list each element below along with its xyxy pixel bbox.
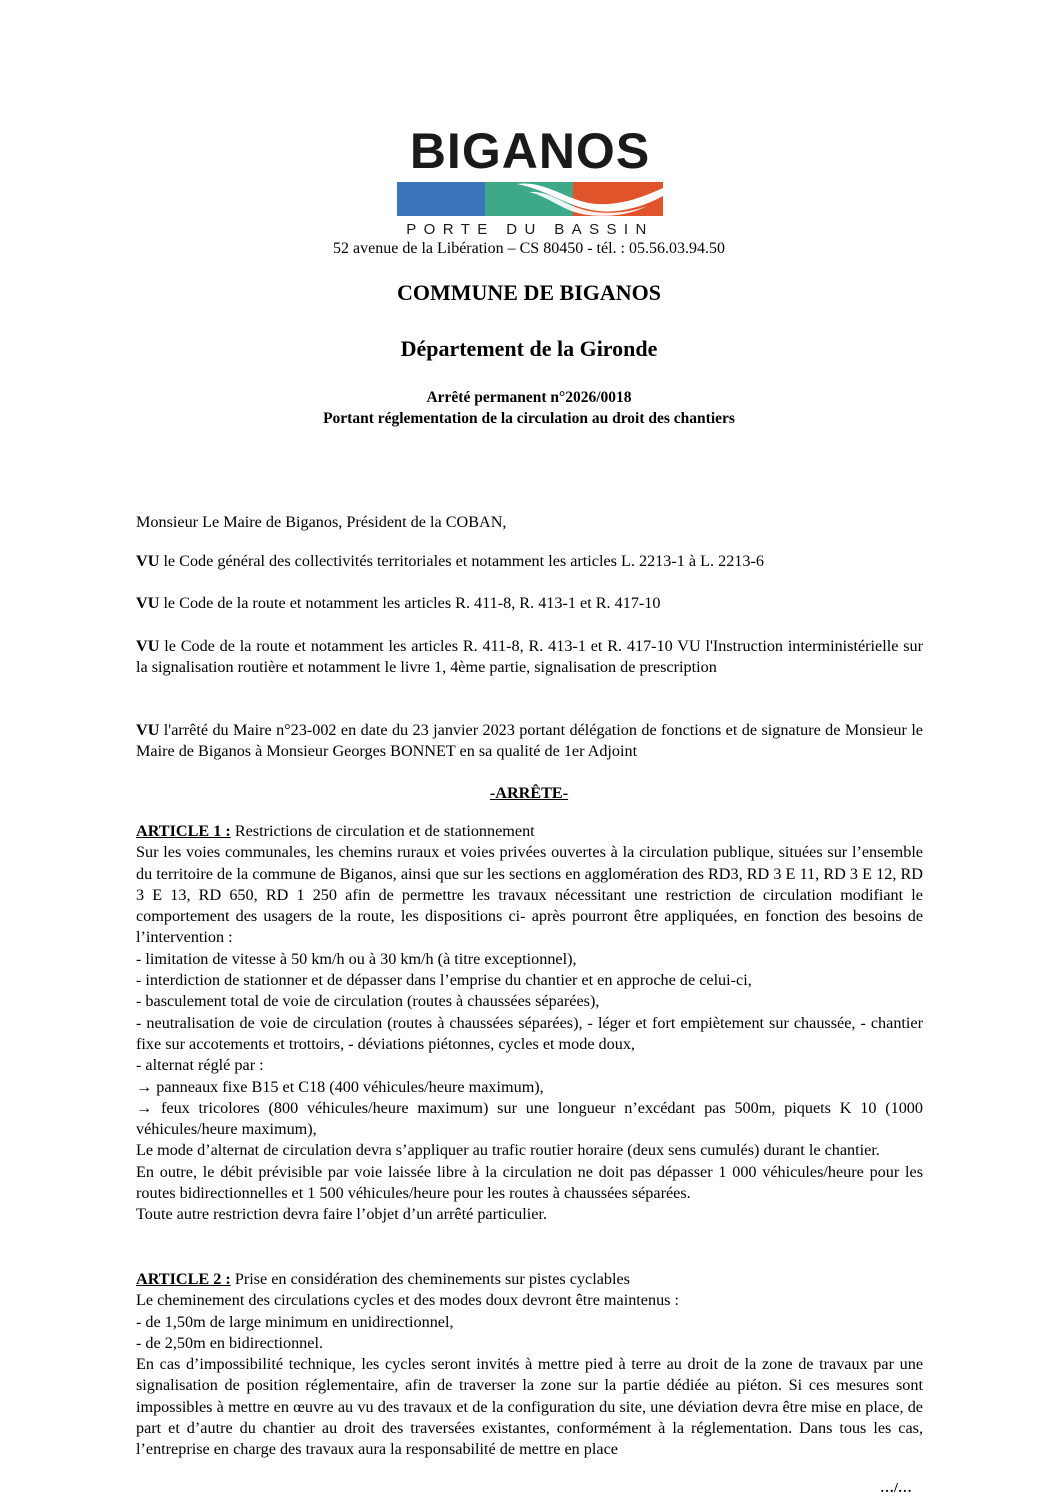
article-1 [136,821,923,1226]
biganos-logo [395,123,665,240]
article-1-line: - limitation de vitesse à 50 km/h ou à 30 km/h (à titre exceptionnel), [136,949,577,968]
article-1-line: Sur les voies communales, les chemins ruraux et voies privées ouvertes à la circulation publique, situées sur l’ensemble du territoire de la commune de Biganos, ainsi que sur les sections en agglomération des RD3, RD 3 E 11, RD 3 E 12, RD 3 E 13, RD 650, RD 1 250 afin de permettre les travaux nécessitant une restriction de circulation modifiant le comportement des usagers de la route, les dispositions ci- après pourront être appliquées, en fonction des besoins de l’intervention : [136,843,923,947]
article-2-line: En cas d’impossibilité technique, les cycles seront invités à mettre pied à terre au droit de la zone de travaux par une signalisation de position réglementaire, afin de traverser la zone sur la partie dédiée au piéton. Si ces mesures sont impossibles à mettre en œuvre au vu des travaux et de la configuration du site, une déviation devra être mise en place, de part et d’autre du chantier au droit des traversées existantes, conformément à la réglementation. Dans tous les cas, l’entreprise en charge des travaux aura la responsabilité de mettre en place [136,1355,923,1459]
article-2-title: ARTICLE 2 : Prise en considération des cheminements sur pistes cyclables [136,1270,630,1288]
article-1-line: En outre, le débit prévisible par voie laissée libre à la circulation ne doit pas dépasser 1 000 véhicules/heure pour les routes bidirectionnelles et 1 500 véhicules/heure pour les routes à chaussées séparées. [136,1162,923,1203]
vu-paragraph-2: VU le Code de la route et notamment les articles R. 411-8, R. 413-1 et R. 417-10 [136,594,661,612]
article-1-line: Toute autre restriction devra faire l’objet d’un arrêté particulier. [136,1205,548,1224]
article-1-line: → feux tricolores (800 véhicules/heure maximum) sur une longueur n’excédant pas 500m, piquets K 10 (1000 véhicules/heure maximum), [136,1098,923,1139]
article-1-title: ARTICLE 1 : Restrictions de circulation et de stationnement [136,822,535,840]
arrete-number: Arrêté permanent n°2026/0018 [426,389,632,406]
logo-wordmark: BIGANOS [409,123,651,179]
departement-title: Département de la Gironde [400,336,658,361]
vu-paragraph-4: VU l'arrêté du Maire n°23-002 en date du 23 janvier 2023 portant délégation de fonctions et de signature de Monsieur le Maire de Biganos à Monsieur Georges BONNET en sa qualité de 1er Adjoint [136,721,923,761]
commune-title: COMMUNE DE BIGANOS [396,280,661,305]
arrete-object: Portant réglementation de la circulation au droit des chantiers [323,410,735,427]
article-1-line: - basculement total de voie de circulation (routes à chaussées séparées), [136,992,600,1011]
article-1-line: - interdiction de stationner et de dépasser dans l’emprise du chantier et en approche de celui-ci, [136,971,752,990]
article-1-line: → panneaux fixe B15 et C18 (400 véhicules/heure maximum), [136,1077,544,1096]
article-1-line: - alternat réglé par : [136,1056,264,1075]
article-2-line: - de 1,50m de large minimum en unidirectionnel, [136,1312,454,1331]
logo-tagline: PORTE DU BASSIN [406,221,654,238]
page-continuation: …/… [880,1481,912,1496]
article-2-line: Le cheminement des circulations cycles et des modes doux devront être maintenus : [136,1291,680,1310]
preamble-intro: Monsieur Le Maire de Biganos, Président de la COBAN, [136,513,507,531]
article-1-line: - neutralisation de voie de circulation (routes à chaussées séparées), - léger et fort empiètement sur chaussée, - chantier fixe sur accotements et trottoirs, - déviations piétonnes, cycles et mode doux, [136,1013,923,1053]
article-2 [136,1269,923,1461]
vu-paragraph-1: VU le Code général des collectivités territoriales et notamment les articles L. 2213-1 à L. 2213-6 [136,552,764,570]
arrete-heading: -ARRÊTE- [489,784,569,802]
vu-paragraph-3: VU le Code de la route et notamment les articles R. 411-8, R. 413-1 et R. 417-10 VU l'Instruction interministérielle sur la signalisation routière et notamment le livre 1, 4ème partie, signalisation de prescription [136,637,923,677]
article-2-line: - de 2,50m en bidirectionnel. [136,1333,324,1352]
article-1-line: Le mode d’alternat de circulation devra s’appliquer au trafic routier horaire (deux sens cumulés) durant le chantier. [136,1141,880,1160]
logo-color-band [397,182,663,216]
address: 52 avenue de la Libération – CS 80450 - tél. : 05.56.03.94.50 [333,240,725,257]
